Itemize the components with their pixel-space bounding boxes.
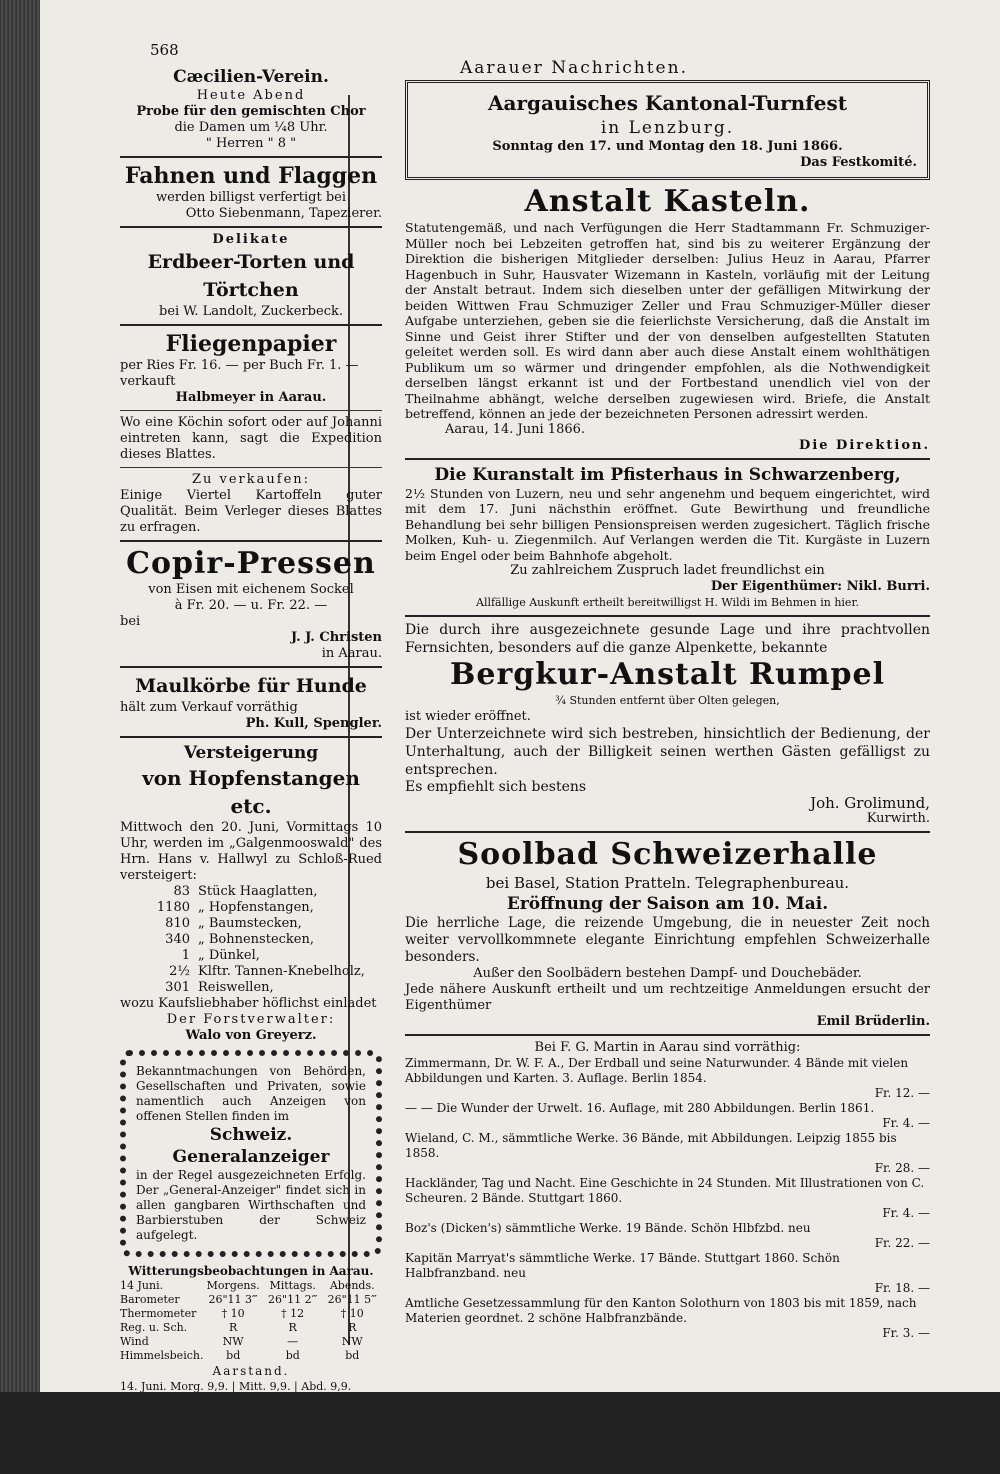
cell: bd — [285, 1349, 300, 1362]
separator — [120, 540, 382, 542]
ad-title: Maulkörbe für Hunde — [135, 675, 367, 697]
book-title: — — Die Wunder der Urwelt. 16. Auflage, mit 280 Abbildungen. Berlin 1861. — [405, 1101, 875, 1115]
ad-versteigerung — [120, 742, 382, 1044]
right-column — [405, 76, 930, 1341]
page-shadow — [0, 1392, 1000, 1474]
ad-line: bei W. Landolt, Zuckerbeck. — [159, 304, 343, 319]
ad-line: Der Forstverwalter: — [166, 1012, 336, 1027]
weather-head — [120, 1279, 382, 1293]
cell: bd — [226, 1349, 241, 1362]
list-item — [120, 964, 382, 980]
ad-title: Bergkur-Anstalt Rumpel — [450, 657, 885, 692]
list-item — [120, 916, 382, 932]
ad-text: Jede nähere Auskunft ertheilt und um rechtzeitige Anmeldungen ersucht der Eigenthümer — [405, 982, 930, 1013]
list-item — [405, 1221, 930, 1251]
list-item — [120, 948, 382, 964]
ad-text: Außer den Soolbädern bestehen Dampf- und Douchebäder. — [473, 966, 862, 981]
ad-copir — [120, 546, 382, 662]
ad-title: Schweiz. Generalanzeiger — [172, 1125, 330, 1167]
ad-martin-books — [405, 1040, 930, 1341]
book-title: Boz's (Dicken's) sämmtliche Werke. 19 Bände. Schön Hlbfzbd. neu — [405, 1221, 811, 1235]
cell: † 10 — [221, 1307, 245, 1320]
cell: Himmelsbeich. — [120, 1349, 204, 1362]
ad-line: Eröffnung der Saison am 10. Mai. — [506, 894, 829, 914]
list-item — [120, 980, 382, 996]
item-qty: 1180 — [156, 900, 190, 915]
ad-text: in der Regel ausgezeichneten Erfolg. Der „General-Anzeiger" findet sich in allen gangbaren Wirthschaften und Barbierstuben der Schweiz aufgelegt. — [136, 1168, 366, 1242]
page-number: 568 — [150, 41, 179, 59]
book-title: Hackländer, Tag und Nacht. Eine Geschichte in 24 Stunden. Mit Illustrationen von C. Scheuren. 2 Bände. Stuttgart 1860. — [405, 1176, 925, 1205]
ad-line: Bei F. G. Martin in Aarau sind vorräthig: — [534, 1040, 801, 1055]
list-item — [120, 900, 382, 916]
ad-line: per Ries Fr. 16. — per Buch Fr. 1. — — [120, 358, 359, 373]
ad-line: bei Basel, Station Pratteln. Telegraphenbureau. — [485, 874, 850, 892]
cell: Mittags. — [269, 1279, 316, 1292]
cell: — — [287, 1335, 299, 1348]
item-text: „ Hopfenstangen, — [198, 900, 314, 915]
item-qty: 340 — [165, 932, 190, 947]
ad-line: Joh. Grolimund, — [810, 794, 930, 812]
cell: 14 Juni. — [120, 1279, 164, 1292]
ad-title: Fahnen und Flaggen — [124, 163, 378, 189]
cell: Abends. — [329, 1279, 375, 1292]
ad-line: Emil Brüderlin. — [816, 1014, 930, 1029]
book-price: Fr. 22. — — [874, 1236, 930, 1250]
book-title: Wieland, C. M., sämmtliche Werke. 36 Bände, mit Abbildungen. Leipzig 1855 bis 1858. — [405, 1131, 897, 1160]
item-text: „ Bohnenstecken, — [198, 932, 315, 947]
separator — [405, 1034, 930, 1036]
ad-line: von Eisen mit eichenem Sockel — [148, 582, 354, 597]
book-price: Fr. 4. — — [882, 1116, 930, 1130]
cell: R — [228, 1321, 238, 1334]
ad-line: ist wieder eröffnet. — [405, 709, 531, 724]
item-text: Stück Haaglatten, — [198, 884, 318, 899]
cell: Wind — [120, 1335, 149, 1348]
ad-line: in Lenzburg. — [600, 118, 735, 138]
list-item — [405, 1176, 930, 1221]
item-qty: 1 — [181, 948, 190, 963]
ad-maulkorb — [120, 672, 382, 732]
ad-line: werden billigst verfertigt bei — [155, 190, 347, 205]
ad-title: Aargauisches Kantonal-Turnfest — [487, 91, 848, 115]
separator — [405, 615, 930, 617]
ad-title: Fliegenpapier — [165, 331, 337, 357]
ad-line: J. J. Christen — [290, 630, 382, 645]
book-price: Fr. 4. — — [882, 1206, 930, 1220]
ad-line: in Aarau. — [321, 646, 382, 661]
book-title: Amtliche Gesetzessammlung für den Kanton Solothurn von 1803 bis mit 1859, nach Materien geordnet. 2 schöne Halbfranzbände. — [405, 1296, 917, 1325]
item-text: Klftr. Tannen-Knebelholz, — [198, 964, 365, 979]
table-row — [120, 1293, 382, 1307]
aarstand-line: 14. Juni. Morg. 9,9. | Mitt. 9,9. | Abd. 9,9. — [120, 1380, 352, 1393]
book-price: Fr. 12. — — [874, 1086, 930, 1100]
cell: 26"11 3‴ — [208, 1293, 258, 1306]
ad-title: Anstalt Kasteln. — [524, 184, 811, 219]
ad-title: Cæcilien-Verein. — [173, 67, 329, 87]
list-item — [405, 1056, 930, 1101]
book-spine-edge — [0, 0, 40, 1474]
cell: Reg. u. Sch. — [120, 1321, 188, 1334]
separator — [120, 666, 382, 668]
ad-line: Kurwirth. — [866, 811, 930, 826]
ad-text: Die durch ihre ausgezeichnete gesunde Lage und ihre prachtvollen Fernsichten, besonders auf die ganze Alpenkette, bekannte — [405, 622, 930, 656]
ad-pfisterhaus — [405, 464, 930, 612]
cell: 26"11 5‴ — [327, 1293, 377, 1306]
book-price: Fr. 3. — — [882, 1326, 930, 1340]
ad-text: Statutengemäß, und nach Verfügungen die Herr Stadtammann Fr. Schmuziger-Müller noch bei Lebzeiten getroffen hat, sind bis zu weiterer Ergänzung der Direktion die bisherigen Mitglieder derselben: Julius Heuz in Aarau, Pfarrer Hagenbuch in Suhr, Hausvater Wizemann in Kasteln, vorläufig mit der Leitung der Anstalt betraut. Indem sich dieselben unter der gefälligen Mitwirkung der beiden Wittwen Frau Schmuziger Zeller und Frau Schmuziger-Müller dieser Aufgabe unterziehen, geben sie die feierlichste Versicherung, daß die Anstalt im Sinne und Geist ihrer Stifter und der von denselben aufgestellten Statuten geleitet werden soll. Es wird dann aber auch diese Anstalt einem wohlthätigen Publikum um so wärmer und dringender empfohlen, als die Nothwendigkeit derselben längst erkannt ist und der Fortbestand unendlich viel von der Theilnahme abhängt, welche derselben zugewiesen wird. Briefe, die Anstalt betreffend, können an jede der bezeichneten Personen adressirt werden. — [405, 220, 930, 421]
item-text: „ Baumstecken, — [198, 916, 302, 931]
separator — [120, 226, 382, 228]
cell: R — [348, 1321, 357, 1334]
ad-koechin: Wo eine Köchin sofort oder auf Johanni eintreten kann, sagt die Expedition dieses Blattes. — [120, 415, 382, 462]
ad-line: " Herren " 8 " — [205, 136, 297, 151]
ad-text: 2½ Stunden von Luzern, neu und sehr angenehm und bequem eingerichtet, wird mit dem 17. Juni nächsthin eröffnet. Gute Bewirthung und freundliche Behandlung bei sehr billigen Pensionspreisen werden zugesichert. Täglich frische Molken, Kuh- u. Ziegenmilch. Auf Verlangen werden die Tit. Kurgäste in Luzern beim Engel oder beim Bahnhofe abgeholt. — [405, 485, 930, 563]
ad-line: Otto Siebenmann, Tapezierer. — [185, 206, 382, 221]
cell: † 12 — [281, 1307, 305, 1320]
ad-line: Das Festkomité. — [800, 155, 917, 170]
ad-turnfest — [405, 80, 930, 180]
ad-line: Der Eigenthümer: Nikl. Burri. — [710, 579, 930, 594]
cell: bd — [345, 1349, 360, 1362]
ad-text: Der Unterzeichnete wird sich bestreben, hinsichtlich der Bedienung, der Unterhaltung, auch der Billigkeit seinen werthen Gästen gefälligst zu entsprechen. — [405, 726, 930, 778]
weather-observations — [120, 1263, 382, 1395]
item-text: Reiswellen, — [198, 980, 274, 995]
list-item — [405, 1101, 930, 1131]
auction-items — [120, 884, 382, 996]
ad-line: Die Direktion. — [799, 437, 930, 453]
ad-soolbad — [405, 837, 930, 1030]
list-item — [120, 932, 382, 948]
ad-text: Die herrliche Lage, die reizende Umgebung, die in neuester Zeit noch weiter vervollkommnete elegante Einrichtung empfehlen Schweizerhalle besonders. — [405, 915, 930, 965]
item-qty: 2½ — [169, 964, 190, 979]
ad-line: Delikate — [212, 232, 290, 247]
separator — [405, 831, 930, 833]
separator — [120, 324, 382, 326]
ad-line: Walo von Greyerz. — [185, 1028, 317, 1043]
weather-title: Witterungsbeobachtungen in Aarau. — [128, 1264, 374, 1278]
ad-fliegenpapier — [120, 330, 382, 406]
ad-line: Halbmeyer in Aarau. — [175, 390, 327, 405]
ad-title: Die Kuranstalt im Pfisterhaus in Schwarzenberg, — [434, 464, 901, 485]
list-item — [405, 1131, 930, 1176]
ad-title: Soolbad Schweizerhalle — [457, 837, 878, 872]
ad-line: die Damen um ¼8 Uhr. — [174, 120, 328, 135]
ad-line: verkauft — [120, 374, 176, 389]
ad-line: Aarau, 14. Juni 1866. — [445, 421, 586, 437]
book-title: Zimmermann, Dr. W. F. A., Der Erdball und seine Naturwunder. 4 Bände mit vielen Abbildungen und Karten. 3. Auflage. Berlin 1854. — [405, 1056, 909, 1085]
ad-line: Zu zahlreichem Zuspruch ladet freundlichst ein — [510, 563, 825, 578]
ad-line: ¾ Stunden entfernt über Olten gelegen, — [555, 694, 780, 707]
ad-text: Einige Viertel Kartoffeln guter Qualität. Beim Verleger dieses Blattes zu erfragen. — [120, 488, 382, 535]
table-row — [120, 1307, 382, 1321]
item-text: „ Dünkel, — [198, 948, 260, 963]
ad-line: Ph. Kull, Spengler. — [245, 716, 382, 731]
left-column — [120, 66, 382, 1395]
cell: NW — [341, 1335, 363, 1348]
separator — [120, 467, 382, 468]
ad-rumpel — [405, 621, 930, 827]
ad-line: Probe für den gemischten Chor — [136, 104, 366, 119]
separator — [120, 156, 382, 158]
table-row — [120, 1349, 382, 1363]
separator — [120, 736, 382, 738]
ad-caecilien — [120, 66, 382, 152]
item-qty: 301 — [165, 980, 190, 995]
book-price: Fr. 28. — — [874, 1161, 930, 1175]
ad-kartoffeln — [120, 472, 382, 536]
list-item — [405, 1296, 930, 1341]
ad-line: Heute Abend — [196, 88, 306, 103]
ad-delikate — [120, 232, 382, 320]
running-title: Aarauer Nachrichten. — [460, 58, 688, 78]
cell: Barometer — [120, 1293, 180, 1306]
aarstand-title: Aarstand. — [212, 1364, 290, 1378]
table-row — [120, 1321, 382, 1335]
item-qty: 83 — [173, 884, 190, 899]
ad-line: Sonntag den 17. und Montag den 18. Juni 1866. — [492, 139, 843, 154]
list-item — [405, 1251, 930, 1296]
ad-line: wozu Kaufsliebhaber höflichst einladet — [120, 996, 377, 1011]
book-title: Kapitän Marryat's sämmtliche Werke. 17 Bände. Stuttgart 1860. Schön Halbfranzband. neu — [405, 1251, 840, 1280]
ad-text: Mittwoch den 20. Juni, Vormittags 10 Uhr, werden im „Galgenmooswald" des Hrn. Hans v. Hallwyl zu Schloß-Rued versteigert: — [120, 820, 382, 883]
separator — [405, 458, 930, 460]
ad-title: Copir-Pressen — [126, 546, 376, 581]
ad-text: Bekanntmachungen von Behörden, Gesellschaften und Privaten, sowie namentlich auch Anzeigen von offenen Stellen finden im — [136, 1064, 366, 1123]
ad-line: à Fr. 20. — u. Fr. 22. — — [174, 598, 328, 613]
ad-fahnen — [120, 162, 382, 222]
separator — [120, 410, 382, 411]
ad-line: Allfällige Auskunft ertheilt bereitwilligst H. Wildi im Behmen in hier. — [476, 596, 859, 609]
cell: Thermometer — [120, 1307, 197, 1320]
cell: R — [288, 1321, 297, 1334]
cell: Morgens. — [206, 1279, 260, 1292]
cell: NW — [222, 1335, 244, 1348]
ad-kasteln — [405, 184, 930, 454]
ad-title: von Hopfenstangen etc. — [142, 766, 360, 818]
ad-line: hält zum Verkauf vorräthig — [120, 700, 298, 715]
ad-generalanzeiger — [120, 1050, 382, 1257]
table-row — [120, 1335, 382, 1349]
item-qty: 810 — [165, 916, 190, 931]
ad-line: Es empfiehlt sich bestens — [405, 779, 587, 795]
cell: † 10 — [340, 1307, 364, 1320]
ad-title: Versteigerung — [183, 743, 319, 763]
ad-title: Erdbeer-Torten und Törtchen — [147, 251, 355, 301]
cell: 26"11 2‴ — [268, 1293, 318, 1306]
list-item — [120, 884, 382, 900]
ad-line: bei — [120, 614, 141, 629]
ad-title: Zu verkaufen: — [191, 472, 311, 487]
book-price: Fr. 18. — — [874, 1281, 930, 1295]
